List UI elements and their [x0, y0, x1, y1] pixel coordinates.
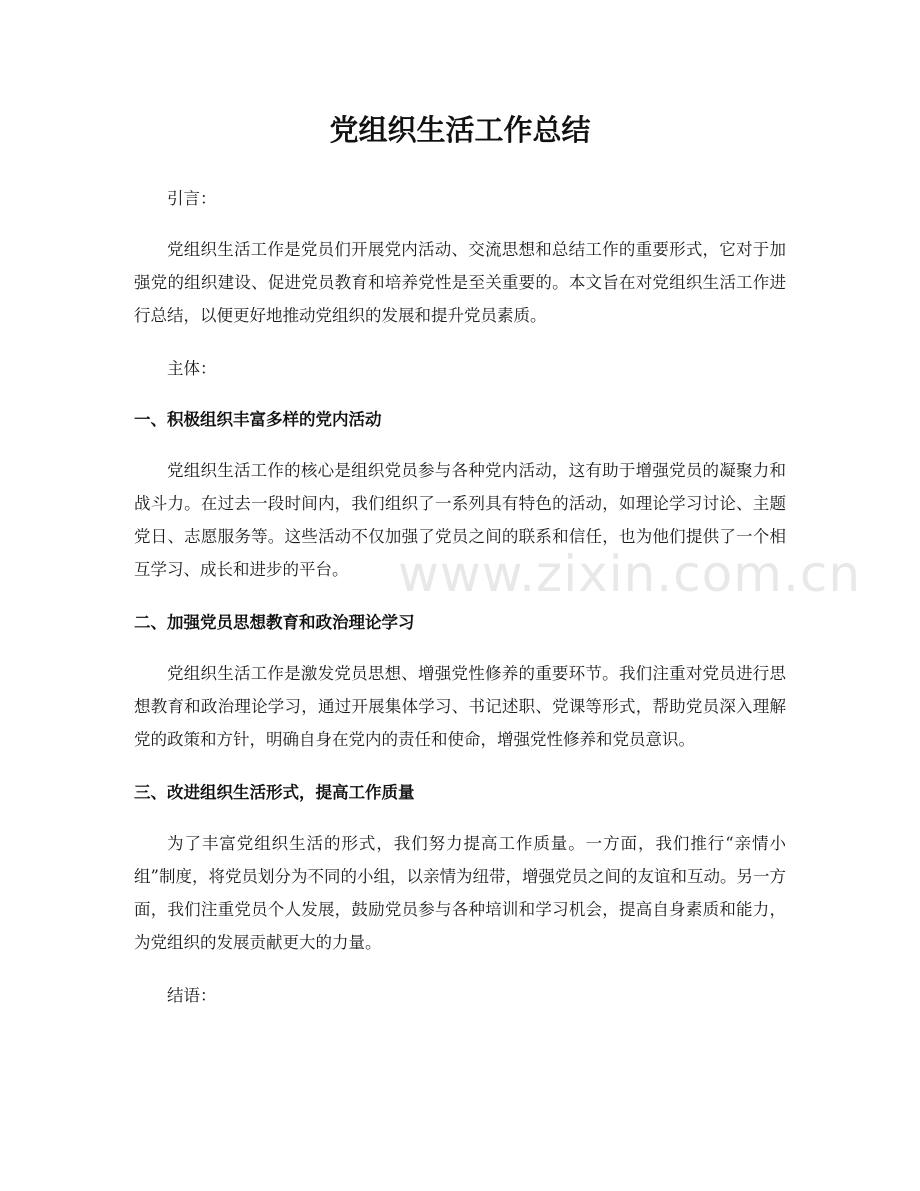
section-paragraph: 为了丰富党组织生活的形式，我们努力提高工作质量。一方面，我们推行“亲情小组”制度，将党员划分为不同的小组，以亲情为纽带，增强党员之间的友谊和互动。另一方面，我们注重党员个人发展，鼓励党员参与各种培训和学习机会，提高自身素质和能力，为党组织的发展贡献更大的力量。	[134, 834, 786, 952]
document-body	[134, 182, 786, 1030]
section-1	[134, 403, 786, 586]
section-2	[134, 606, 786, 756]
intro-label: 引言：	[167, 189, 217, 208]
intro-paragraph: 党组织生活工作是党员们开展党内活动、交流思想和总结工作的重要形式，它对于加强党的组织建设、促进党员教育和培养党性是至关重要的。本文旨在对党组织生活工作进行总结，以便更好地推动党组织的发展和提升党员素质。	[134, 240, 786, 325]
section-heading: 二、加强党员思想教育和政治理论学习	[134, 613, 415, 632]
section-paragraph: 党组织生活工作是激发党员思想、增强党性修养的重要环节。我们注重对党员进行思想教育和政治理论学习，通过开展集体学习、书记述职、党课等形式，帮助党员深入理解党的政策和方针，明确自身在党内的责任和使命，增强党性修养和党员意识。	[134, 664, 786, 749]
section-heading: 三、改进组织生活形式，提高工作质量	[134, 783, 415, 802]
conclusion-label: 结语：	[167, 986, 217, 1005]
section-paragraph: 党组织生活工作的核心是组织党员参与各种党内活动，这有助于增强党员的凝聚力和战斗力。在过去一段时间内，我们组织了一系列具有特色的活动，如理论学习讨论、主题党日、志愿服务等。这些活动不仅加强了党员之间的联系和信任，也为他们提供了一个相互学习、成长和进步的平台。	[134, 461, 786, 579]
body-label: 主体：	[167, 359, 217, 378]
section-3	[134, 776, 786, 959]
document-title: 党组织生活工作总结	[329, 113, 591, 147]
watermark: www.zixin.com.cn	[398, 545, 862, 603]
section-heading: 一、积极组织丰富多样的党内活动	[134, 410, 382, 429]
